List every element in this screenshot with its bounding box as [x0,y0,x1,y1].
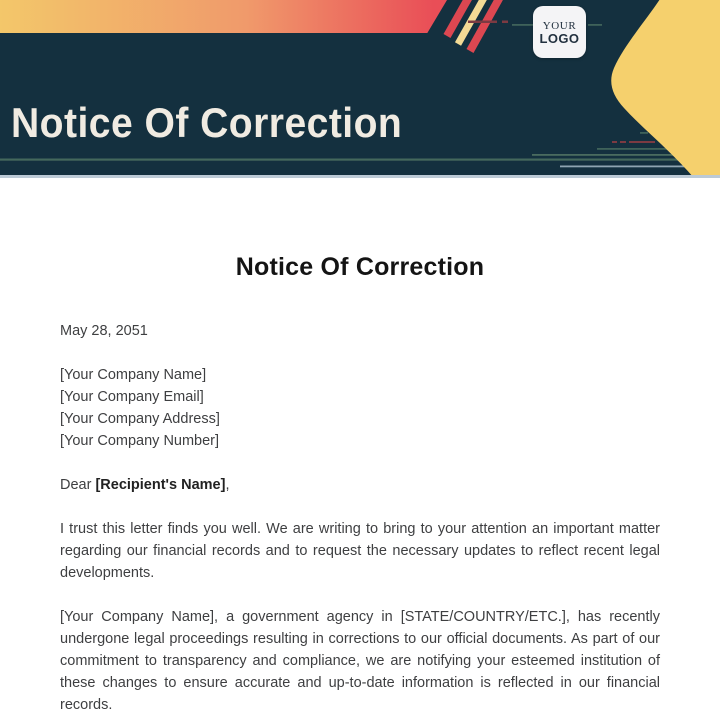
document-title: Notice Of Correction [235,253,485,281]
sender-line-company-number: [Your Company Number] [60,433,220,449]
sender-line-company-email: [Your Company Email] [60,389,204,405]
sender-line-company-name: [Your Company Name] [60,367,207,383]
paragraph-1: I trust this letter finds you well. We are writing to bring to your attention an important matter regarding our financial records and to request the necessary updates to reflect recent legal developments. [60,521,660,581]
banner-title: Notice Of Correction [11,99,403,146]
paragraph-2: [Your Company Name], a government agency in [STATE/COUNTRY/ETC.], has recently undergone legal proceedings resulting in corrections to our official documents. As part of our commitment to transparency and compliance, we are notifying your esteemed institution of these changes to ensure accurate and up-to-date information is reflected in our financial records. [60,609,660,713]
banner-decoration [0,0,720,178]
diagonal-stripes-icon [447,0,500,51]
letter-date: May 28, 2051 [60,323,148,339]
sender-block [60,364,660,452]
salutation [60,474,660,496]
salutation-suffix: , [225,477,230,493]
salutation-prefix: Dear [60,477,96,493]
letter-body [0,252,720,716]
sender-line-company-address: [Your Company Address] [60,411,220,427]
logo-text-your: YOUR [542,19,577,32]
recipient-name: [Recipient's Name] [95,477,226,493]
logo-text-logo: LOGO [539,30,580,46]
header-banner [0,0,720,178]
logo-placeholder [533,6,586,58]
yellow-accent-shape [611,0,720,178]
banner-bottom-strip [0,175,720,178]
